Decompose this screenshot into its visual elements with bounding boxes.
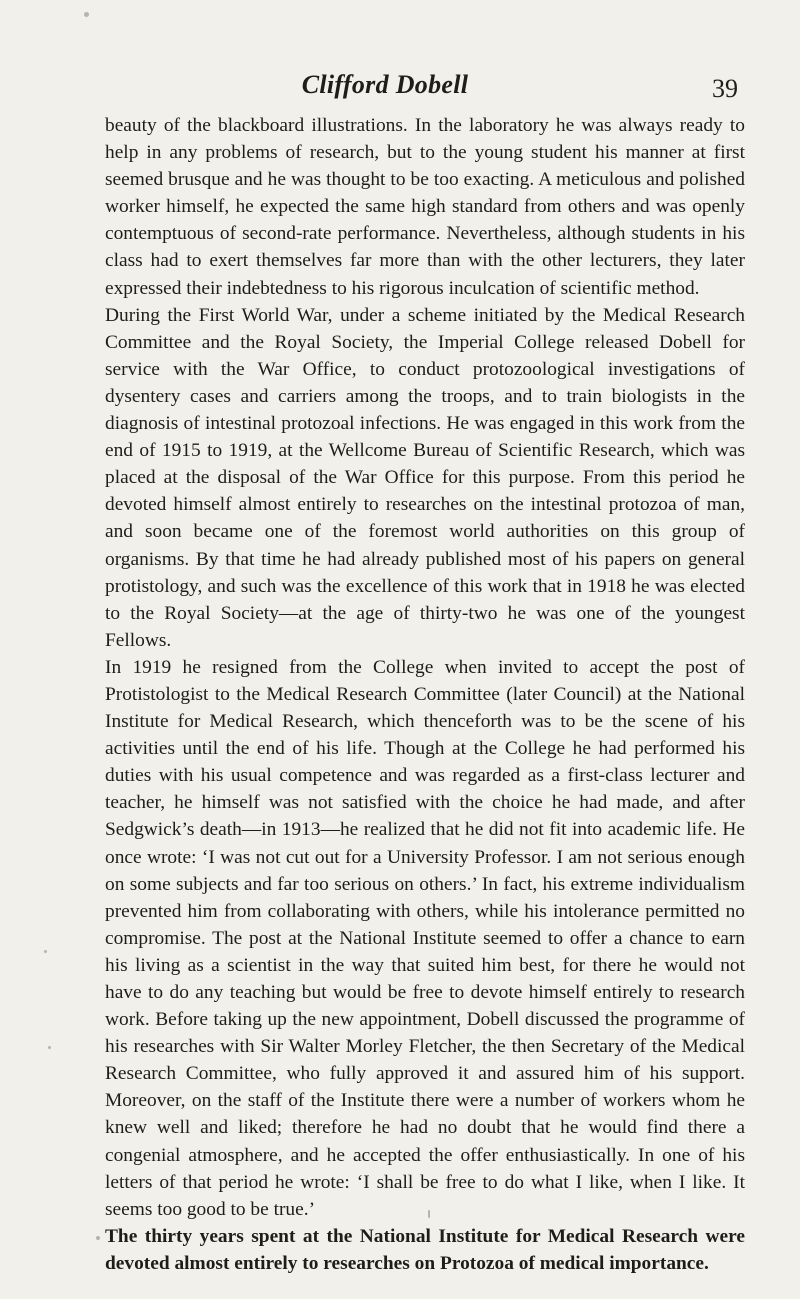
paragraph-2: During the First World War, under a scheme initiated by the Medical Research Committee and the Royal Society, the Imperial College released Dobell for service with the War Office, to conduct protozoological investigations of dysentery cases and carriers among the troops, and to train biologists in the diagnosis of intestinal protozoal infections. He was engaged in this work from the end of 1915 to 1919, at the Wellcome Bureau of Scientific Research, which was placed at the disposal of the War Office for this purpose. From this period he devoted himself almost entirely to researches on the intestinal protozoa of man, and soon became one of the foremost world authorities on this group of organisms. By that time he had already published most of his papers on general protistology, and such was the excellence of this work that in 1918 he was elected to the Royal Society—at the age of thirty-two he was one of the youngest Fellows. bbox=[105, 304, 745, 651]
running-title: Clifford Dobell bbox=[301, 70, 469, 99]
page-number: 39 bbox=[712, 74, 738, 103]
paragraph-4: The thirty years spent at the National Institute for Medical Research were devoted almost entirely to researches on Protozoa of medical importance. bbox=[105, 1225, 745, 1274]
scan-speck bbox=[44, 950, 47, 953]
scan-speck bbox=[96, 1236, 100, 1240]
scan-speck bbox=[84, 12, 89, 17]
scan-speck bbox=[428, 1210, 430, 1218]
paragraph-3: In 1919 he resigned from the College when invited to accept the post of Protistologist to the Medical Research Committee (later Council) at the National Institute for Medical Research, which thenceforth was to be the scene of his activities until the end of his life. Though at the College he had performed his duties with his usual competence and was regarded as a first-class lecturer and teacher, he himself was not satisfied with the choice he had made, and after Sedgwick’s death—in 1913—he realized that he did not fit into academic life. He once wrote: ‘I was not cut out for a University Professor. I am not serious enough on some subjects and far too serious on others.’ In fact, his extreme individualism prevented him from collaborating with others, while his intolerance permitted no compromise. The post at the National Institute seemed to offer a chance to earn his living as a scientist in the way that suited him best, for there he would not have to do any teaching but would be free to devote himself entirely to research work. Before taking up the new appointment, Dobell discussed the programme of his researches with Sir Walter Morley Fletcher, the then Secretary of the Medical Research Committee, who fully approved it and assured him of his support. Moreover, on the staff of the Institute there were a number of workers whom he knew well and liked; therefore he had no doubt that he would find there a congenial atmosphere, and he accepted the offer enthusiastically. In one of his letters of that period he wrote: ‘I shall be free to do what I like, when I like. It seems too good to be true.’ bbox=[105, 656, 745, 1220]
paragraph-1: beauty of the blackboard illustrations. In the laboratory he was always ready to help in any problems of research, but to the young student his manner at first seemed brusque and he was thought to be too exacting. A meticulous and polished worker himself, he expected the same high standard from others and was openly contemptuous of second-rate performance. Nevertheless, although students in his class had to exert themselves far more than with the other lecturers, they later expressed their indebtedness to his rigorous inculcation of scientific method. bbox=[105, 115, 745, 299]
page-header bbox=[0, 70, 800, 110]
scan-speck bbox=[48, 1046, 51, 1049]
body-text bbox=[105, 112, 745, 1277]
